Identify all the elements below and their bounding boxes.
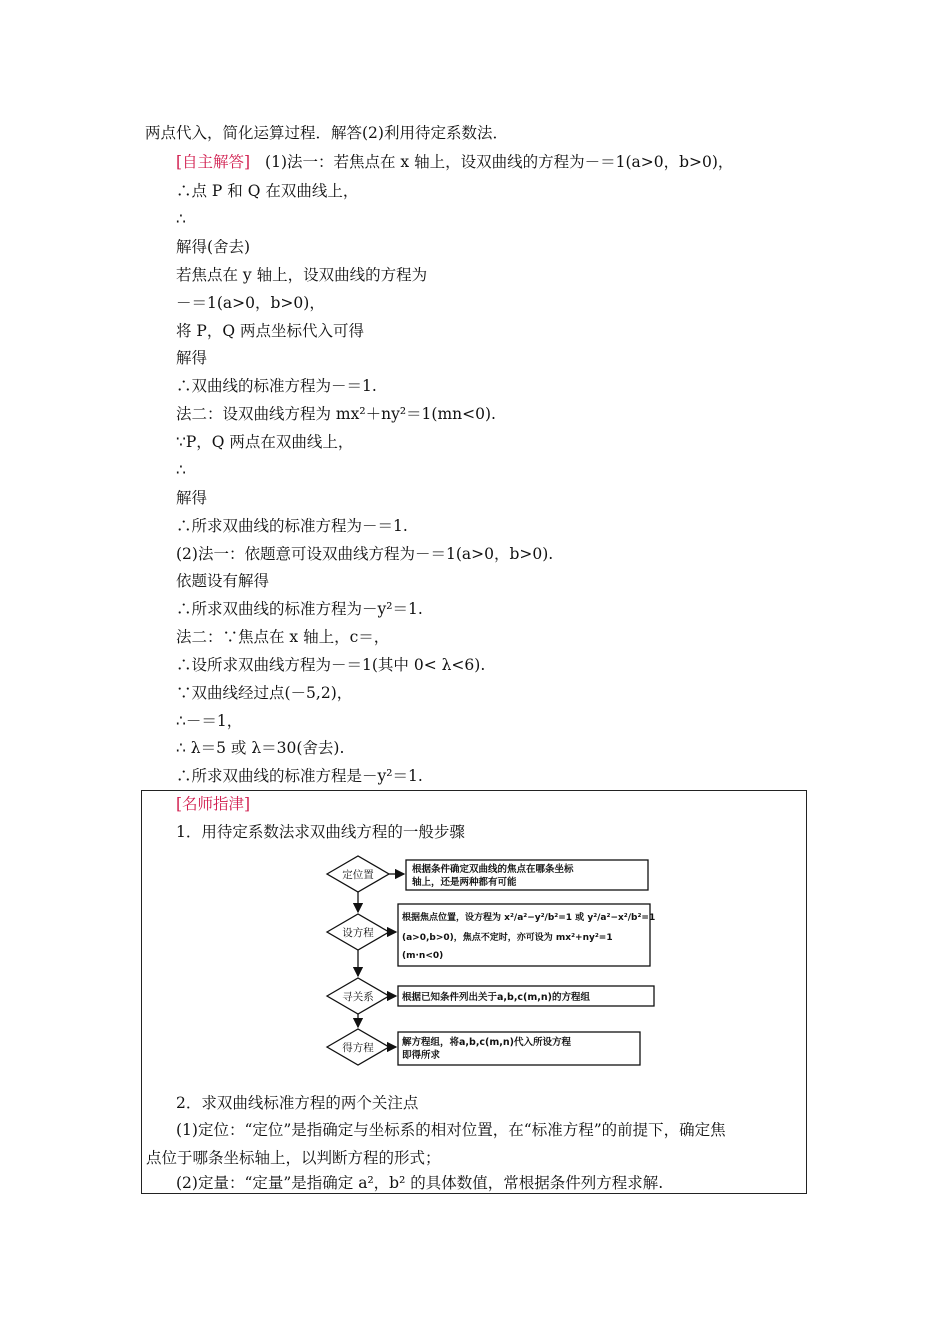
self-answer-tag: [自主解答] [176,153,251,171]
text-line: (1)定位：“定位”是指确定与坐标系的相对位置，在“标准方程”的前提下，确定焦 [176,1121,726,1139]
text-line [176,152,733,172]
text-line: 依题设有解得 [176,572,270,590]
flow-desc [402,911,655,923]
formula: x²/a²−y²/b²=1 [504,913,573,923]
text-line: 法二：∵焦点在 x 轴上，c＝， [176,628,390,646]
section-heading: 1．用待定系数法求双曲线方程的一般步骤 [176,823,465,841]
teacher-tips-tag: [名师指津] [176,795,251,813]
text-line: ∴所求双曲线的标准方程为－y²＝1. [176,600,423,618]
flow-desc: 轴上，还是两种都有可能 [412,877,517,888]
text-line: (2)法一：依题意可设双曲线方程为－＝1(a>0，b>0). [176,545,554,563]
flow-desc: 根据已知条件列出关于a,b,c(m,n)的方程组 [402,992,591,1003]
text-line: 若焦点在 y 轴上，设双曲线的方程为 [176,266,428,284]
text-line: ∴所求双曲线的标准方程为－＝1. [176,517,408,535]
text-line: ∵P，Q 两点在双曲线上， [176,433,354,451]
text-line: 解得(舍去) [176,238,251,256]
text-line: ∴ [176,210,186,228]
text-line: (2)定量：“定量”是指确定 a²，b² 的具体数值，常根据条件列方程求解. [176,1174,664,1192]
text-line: 法二：设双曲线方程为 mx²＋ny²＝1(mn<0). [176,405,496,423]
text-line: 将 P，Q 两点坐标代入可得 [176,322,364,340]
text-span: (1)法一：若焦点在 x 轴上，设双曲线的方程为－＝1(a>0，b>0)， [265,153,734,171]
flow-desc-part: 根据焦点位置，设方程为 [402,913,502,923]
section-heading: 2．求双曲线标准方程的两个关注点 [176,1094,419,1112]
flow-desc: 即得所求 [402,1050,441,1061]
flow-step-label: 设方程 [342,927,374,939]
text-line: －＝1(a>0，b>0)， [176,294,325,312]
flow-desc: 解方程组，将a,b,c(m,n)代入所设方程 [402,1037,572,1048]
flow-step-label: 寻关系 [342,991,374,1003]
flow-step-label: 得方程 [342,1042,374,1054]
text-line: ∴双曲线的标准方程为－＝1. [176,377,377,395]
text-line: ∴ [176,461,186,479]
text-line: ∴所求双曲线的标准方程是－y²＝1. [176,767,423,785]
text-line: 解得 [176,349,208,367]
flow-desc-part: 或 [575,913,585,923]
text-line: 解得 [176,489,208,507]
formula: y²/a²−x²/b²=1 [587,913,656,923]
text-line: 两点代入，简化运算过程．解答(2)利用待定系数法． [145,124,508,142]
text-line: ∴设所求双曲线方程为－＝1(其中 0< λ<6). [176,656,486,674]
text-line: 点位于哪条坐标轴上，以判断方程的形式； [146,1149,441,1167]
text-line: ∴点 P 和 Q 在双曲线上， [176,182,359,200]
flow-desc: (a>0,b>0)，焦点不定时，亦可设为 mx²+ny²=1 [402,933,613,943]
text-line: ∴ λ＝5 或 λ＝30(舍去). [176,739,345,757]
flow-desc: (m·n<0) [402,951,444,961]
steps-flowchart [320,852,660,1077]
flow-desc: 根据条件确定双曲线的焦点在哪条坐标 [412,864,574,875]
text-line: ∴－＝1， [176,712,243,730]
text-line: ∵双曲线经过点(－5,2)， [176,684,353,702]
flow-step-label: 定位置 [342,869,374,881]
